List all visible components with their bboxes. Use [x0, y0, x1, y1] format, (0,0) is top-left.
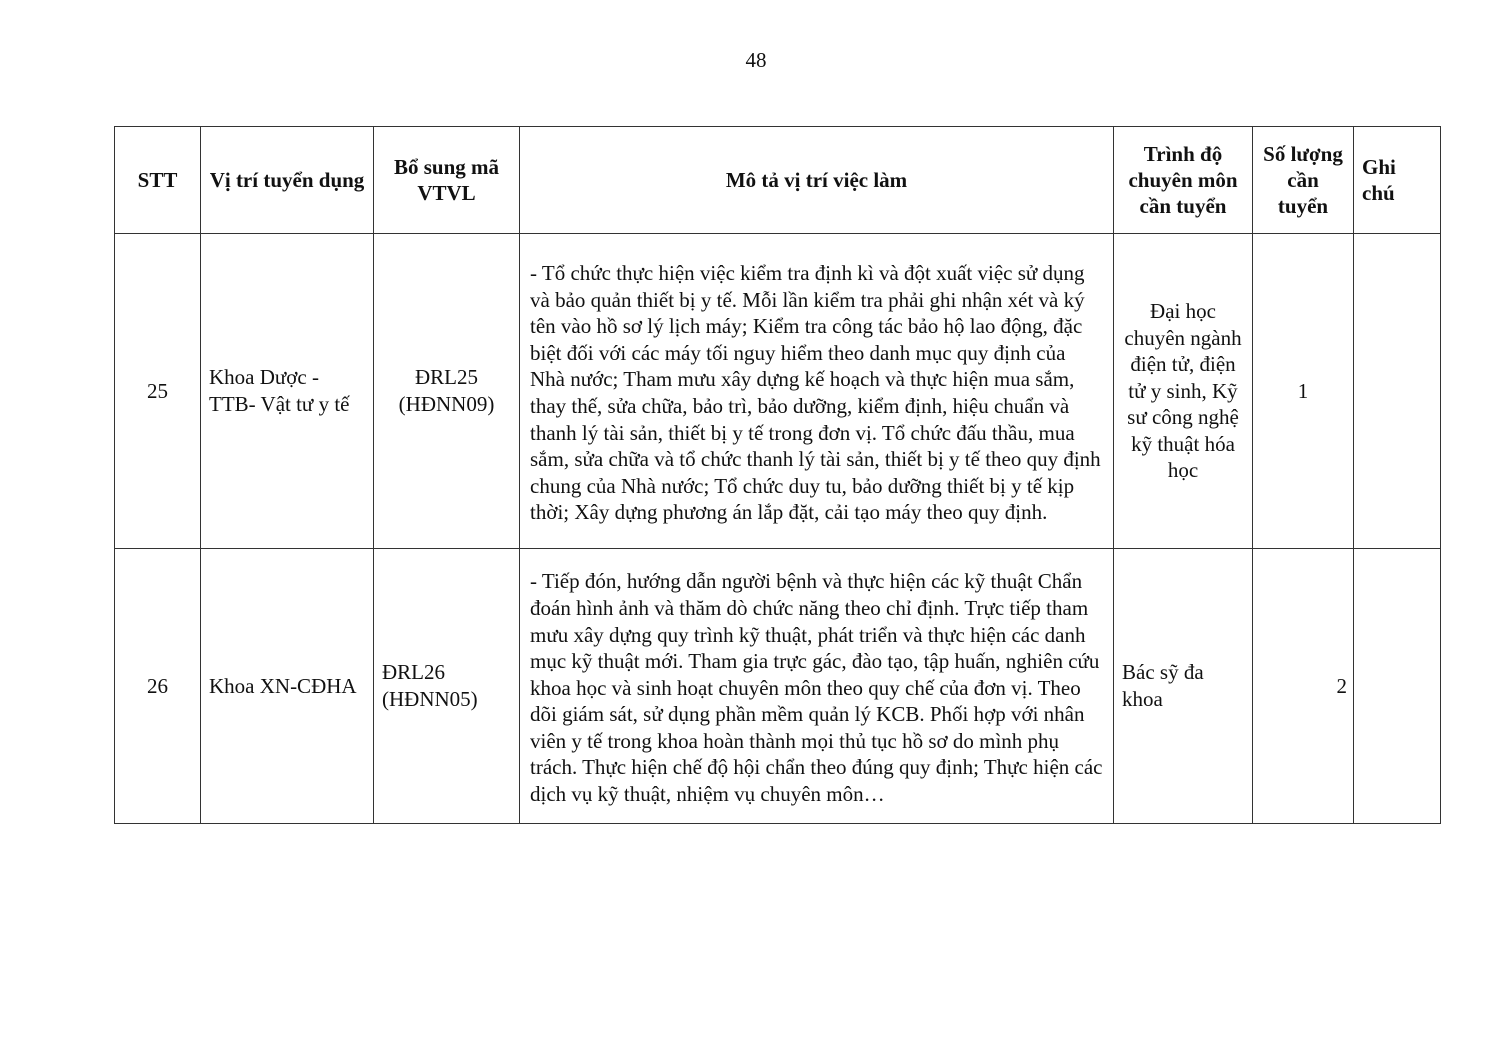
cell-description: - Tổ chức thực hiện việc kiểm tra định kì và đột xuất việc sử dụng và bảo quản thiết bị y tế. Mỗi lần kiểm tra phải ghi nhận xét và ký tên vào hồ sơ lý lịch máy; Kiểm tra công tác bảo hộ lao động, đặc biệt đối với các máy tối nguy hiểm theo danh mục quy định của Nhà nước; Tham mưu xây dựng kế hoạch và thực hiện mua sắm, thay thế, sửa chữa, bảo trì, bảo dưỡng, kiểm định, hiệu chuẩn và thanh lý tài sản, thiết bị y tế trong đơn vị. Tổ chức đấu thầu, mua sắm, sửa chữa và tổ chức thanh lý tài sản, thiết bị y tế theo quy định chung của Nhà nước; Tổ chức duy tu, bảo dưỡng thiết bị y tế kịp thời; Xây dựng phương án lắp đặt, cải tạo máy theo quy định.	[520, 234, 1114, 549]
table-row	[115, 549, 1441, 824]
cell-note	[1354, 234, 1441, 549]
cell-code: ĐRL25 (HĐNN09)	[374, 234, 520, 549]
header-quantity: Số lượng cần tuyển	[1253, 127, 1354, 234]
cell-qualification: Đại học chuyên ngành điện tử, điện tử y sinh, Kỹ sư công nghệ kỹ thuật hóa học	[1114, 234, 1253, 549]
cell-quantity: 2	[1253, 549, 1354, 824]
header-code: Bổ sung mã VTVL	[374, 127, 520, 234]
cell-description: - Tiếp đón, hướng dẫn người bệnh và thực hiện các kỹ thuật Chẩn đoán hình ảnh và thăm dò chức năng theo chỉ định. Trực tiếp tham mưu xây dựng quy trình kỹ thuật, phát triển và thực hiện các danh mục kỹ thuật mới. Tham gia trực gác, đào tạo, tập huấn, nghiên cứu khoa học và sinh hoạt chuyên môn theo quy chế của đơn vị. Theo dõi giám sát, sử dụng phần mềm quản lý KCB. Phối hợp với nhân viên y tế trong khoa hoàn thành mọi thủ tục hồ sơ do mình phụ trách. Thực hiện chế độ hội chẩn theo đúng quy định; Thực hiện các dịch vụ kỹ thuật, nhiệm vụ chuyên môn…	[520, 549, 1114, 824]
cell-qualification: Bác sỹ đa khoa	[1114, 549, 1253, 824]
cell-quantity: 1	[1253, 234, 1354, 549]
header-qualification: Trình độ chuyên môn cần tuyển	[1114, 127, 1253, 234]
header-position: Vị trí tuyển dụng	[201, 127, 374, 234]
header-row	[115, 127, 1441, 234]
cell-position: Khoa Dược - TTB- Vật tư y tế	[201, 234, 374, 549]
page-number: 48	[745, 48, 767, 72]
cell-note	[1354, 549, 1441, 824]
header-stt: STT	[115, 127, 201, 234]
cell-stt: 26	[115, 549, 201, 824]
cell-stt: 25	[115, 234, 201, 549]
header-note: Ghi chú	[1354, 127, 1441, 234]
recruitment-table	[114, 126, 1441, 824]
header-description: Mô tả vị trí việc làm	[520, 127, 1114, 234]
table-row	[115, 234, 1441, 549]
cell-code: ĐRL26 (HĐNN05)	[374, 549, 520, 824]
cell-position: Khoa XN-CĐHA	[201, 549, 374, 824]
